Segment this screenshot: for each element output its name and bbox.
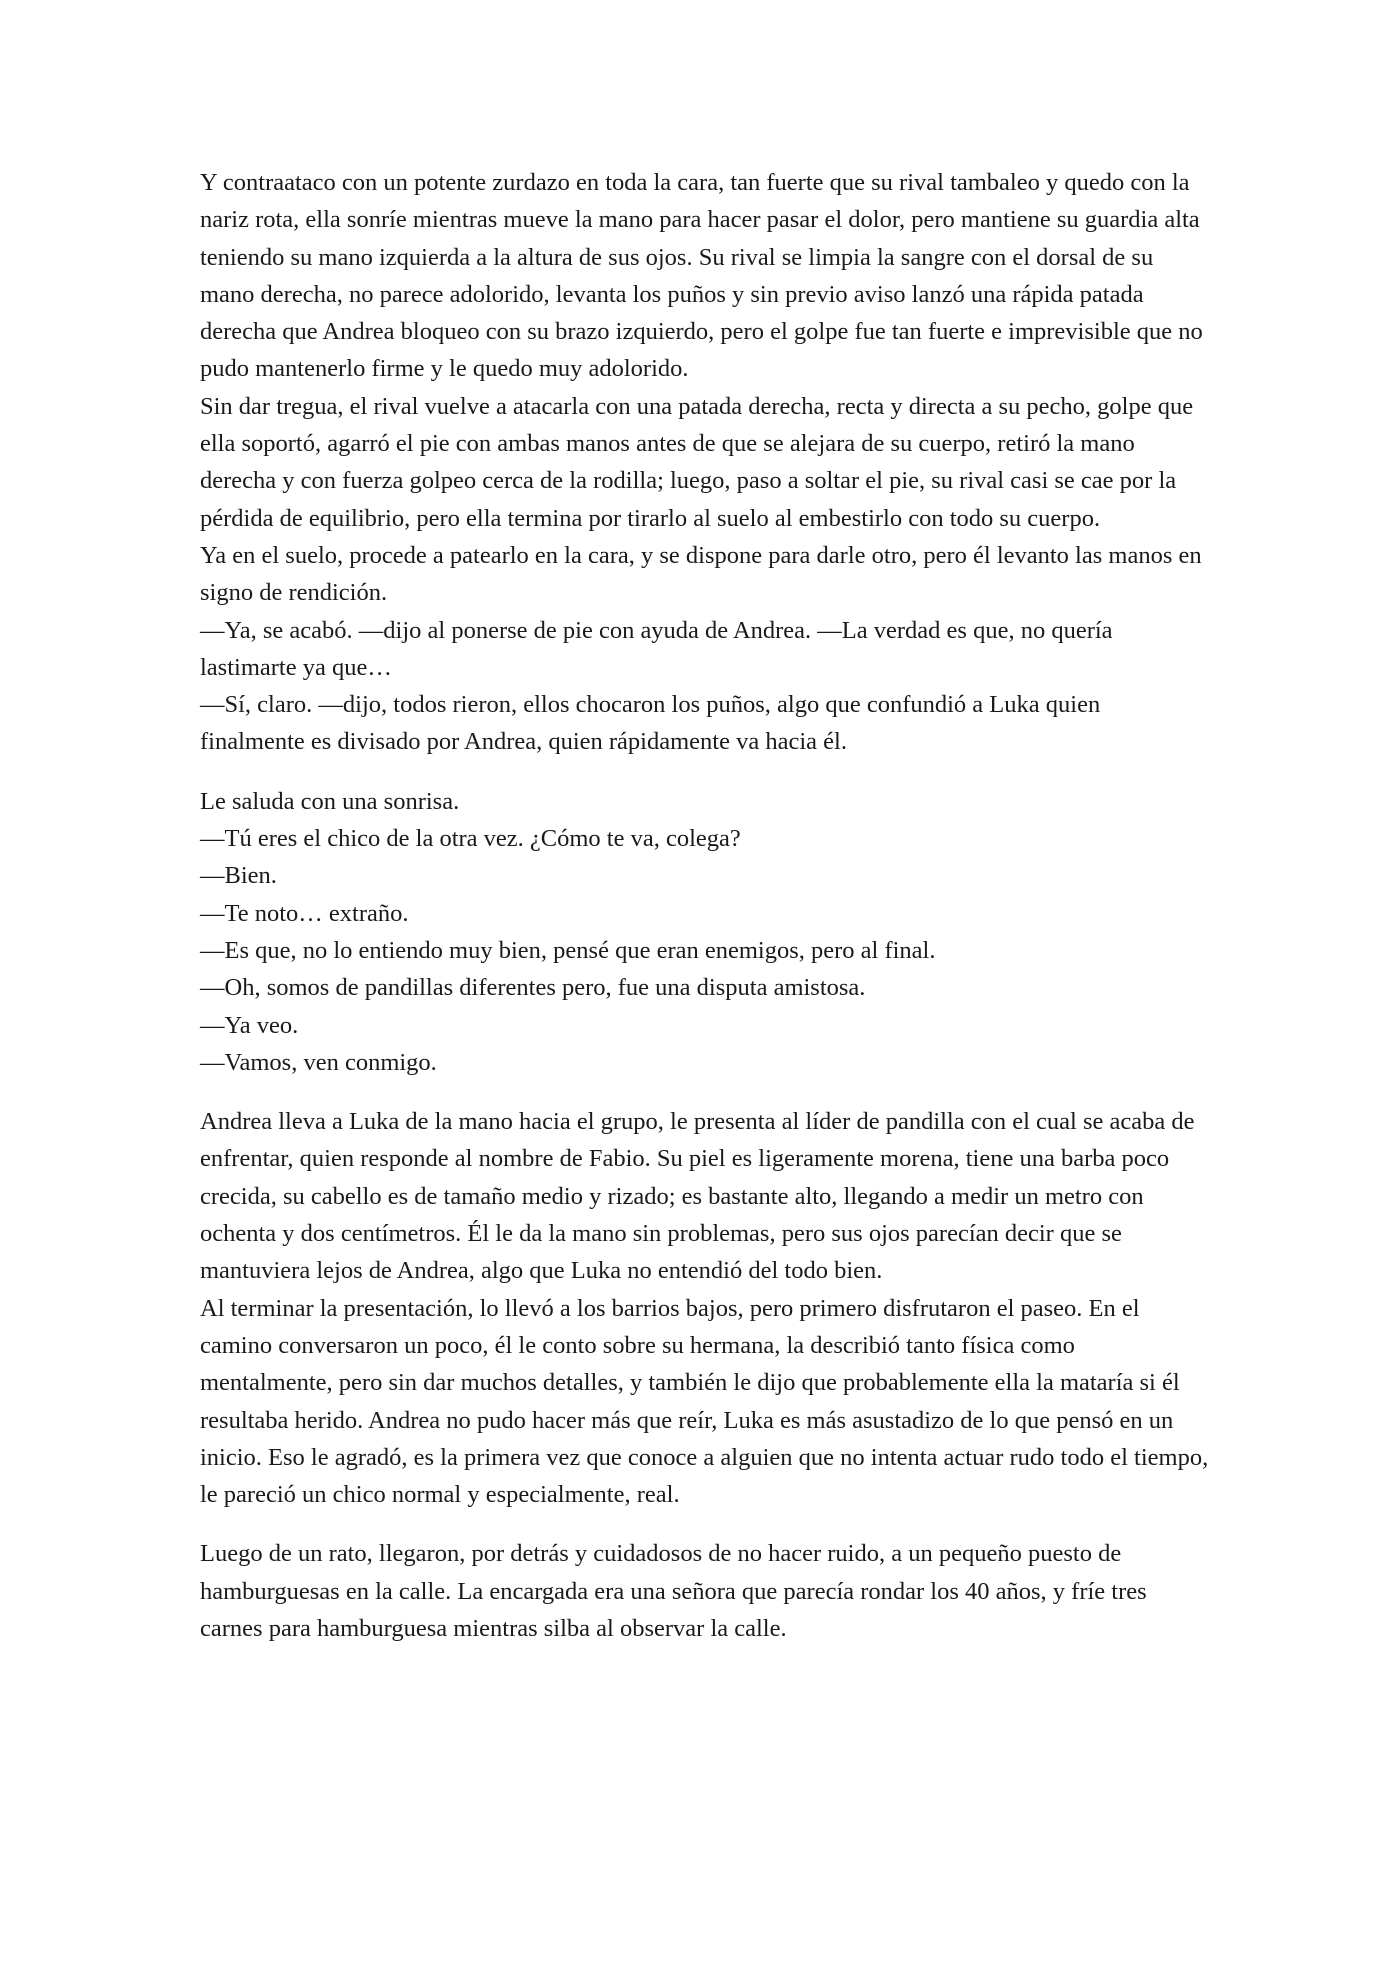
dialogue-line: —Oh, somos de pandillas diferentes pero, fue una disputa amistosa. bbox=[200, 974, 866, 1002]
document-page bbox=[200, 164, 1210, 1647]
text-block-fight bbox=[200, 164, 1210, 761]
dialogue-line: —Tú eres el chico de la otra vez. ¿Cómo te va, colega? bbox=[200, 825, 741, 853]
paragraph-spacer bbox=[200, 761, 1210, 783]
paragraph: Luego de un rato, llegaron, por detrás y cuidadosos de no hacer ruido, a un pequeño puesto de hamburguesas en la calle. La encargada era una señora que parecía rondar los 40 años, y fríe tres carnes para hamburguesa mientras silba al observar la calle. bbox=[200, 1540, 1147, 1642]
dialogue-line: —Vamos, ven conmigo. bbox=[200, 1048, 437, 1076]
paragraph-spacer bbox=[200, 1081, 1210, 1103]
paragraph-spacer bbox=[200, 1513, 1210, 1535]
paragraph: Le saluda con una sonrisa. bbox=[200, 787, 460, 815]
text-block-dialogue bbox=[200, 783, 1210, 1081]
text-block-burger-stand bbox=[200, 1535, 1210, 1647]
paragraph: Sin dar tregua, el rival vuelve a atacarla con una patada derecha, recta y directa a su pecho, golpe que ella soportó, agarró el pie con ambas manos antes de que se alejara de su cuerpo, retiró la mano derecha y con fuerza golpeo cerca de la rodilla; luego, paso a soltar el pie, su rival casi se cae por la pérdida de equilibrio, pero ella termina por tirarlo al suelo al embestirlo con todo su cuerpo. bbox=[200, 392, 1194, 532]
dialogue-line: —Sí, claro. —dijo, todos rieron, ellos chocaron los puños, algo que confundió a Luka quien finalmente es divisado por Andrea, quien rápidamente va hacia él. bbox=[200, 691, 1101, 756]
dialogue-line: —Es que, no lo entiendo muy bien, pensé que eran enemigos, pero al final. bbox=[200, 936, 936, 964]
dialogue-line: —Ya veo. bbox=[200, 1011, 299, 1039]
paragraph: Ya en el suelo, procede a patearlo en la cara, y se dispone para darle otro, pero él levanto las manos en signo de rendición. bbox=[200, 541, 1202, 607]
paragraph: Y contraataco con un potente zurdazo en toda la cara, tan fuerte que su rival tambaleo y quedo con la nariz rota, ella sonríe mientras mueve la mano para hacer pasar el dolor, pero mantiene su guardia alta teniendo su mano izquierda a la altura de sus ojos. Su rival se limpia la sangre con el dorsal de su mano derecha, no parece adolorido, levanta los puños y sin previo aviso lanzó una rápida patada derecha que Andrea bloqueo con su brazo izquierdo, pero el golpe fue tan fuerte e imprevisible que no pudo mantenerlo firme y le quedo muy adolorido. bbox=[200, 169, 1203, 383]
dialogue-line: —Bien. bbox=[200, 862, 277, 890]
paragraph: Andrea lleva a Luka de la mano hacia el grupo, le presenta al líder de pandilla con el cual se acaba de enfrentar, quien responde al nombre de Fabio. Su piel es ligeramente morena, tiene una barba poco crecida, su cabello es de tamaño medio y rizado; es bastante alto, llegando a medir un metro con ochenta y dos centímetros. Él le da la mano sin problemas, pero sus ojos parecían decir que se mantuviera lejos de Andrea, algo que Luka no entendió del todo bien. bbox=[200, 1108, 1195, 1285]
text-block-introduction bbox=[200, 1103, 1210, 1513]
dialogue-line: —Te noto… extraño. bbox=[200, 899, 409, 927]
paragraph: Al terminar la presentación, lo llevó a los barrios bajos, pero primero disfrutaron el paseo. En el camino conversaron un poco, él le conto sobre su hermana, la describió tanto física como mentalmente, pero sin dar muchos detalles, y también le dijo que probablemente ella la mataría si él resultaba herido. Andrea no pudo hacer más que reír, Luka es más asustadizo de lo que pensó en un inicio. Eso le agradó, es la primera vez que conoce a alguien que no intenta actuar rudo todo el tiempo, le pareció un chico normal y especialmente, real. bbox=[200, 1294, 1209, 1509]
dialogue-line: —Ya, se acabó. —dijo al ponerse de pie con ayuda de Andrea. —La verdad es que, no quería lastimarte ya que… bbox=[200, 616, 1113, 681]
